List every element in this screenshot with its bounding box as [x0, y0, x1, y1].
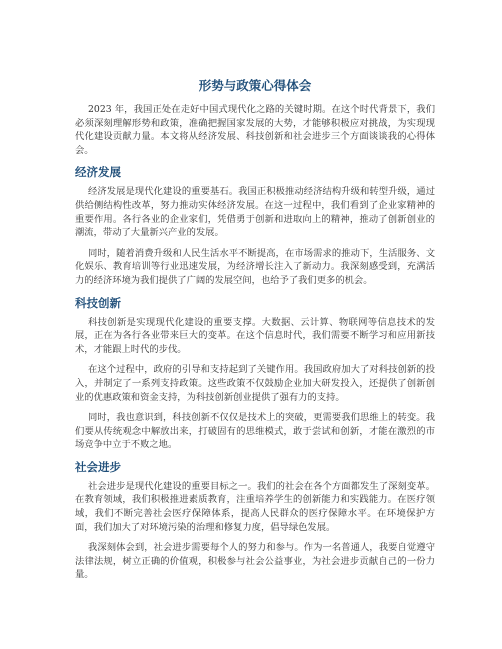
- technology-paragraph-1: 科技创新是实现现代化建设的重要支撑。大数据、云计算、物联网等信息技术的发展，正在为各行各业带来巨大的变革。在这个信息时代，我们需要不断学习和应用新技术，才能跟上时代的步伐。: [75, 316, 435, 355]
- society-paragraph-2: 我深刻体会到，社会进步需要每个人的努力和参与。作为一名普通人，我要自觉遵守法律法规，树立正确的价值观，积极参与社会公益事业，为社会进步贡献自己的一份力量。: [75, 542, 435, 581]
- economy-paragraph-2: 同时，随着消费升级和人民生活水平不断提高，在市场需求的推动下，生活服务、文化娱乐、教育培训等行业迅速发展，为经济增长注入了新动力。我深刻感受到，充满活力的经济环境为我们提供了广阔的发展空间，也给予了我们更多的机会。: [75, 247, 435, 286]
- document-title: 形势与政策心得体会: [198, 78, 312, 93]
- section-heading-technology: 科技创新: [75, 295, 121, 310]
- economy-paragraph-1: 经济发展是现代化建设的重要基石。我国正积极推动经济结构升级和转型升级，通过供给侧结构性改革，努力推动实体经济发展。在这一过程中，我们看到了企业家精神的重要作用。各行各业的企业家们，凭借勇于创新和进取向上的精神，推动了创新创业的潮流，带动了大量新兴产业的发展。: [75, 186, 435, 239]
- technology-paragraph-3: 同时，我也意识到，科技创新不仅仅是技术上的突破，更需要我们思维上的转变。我们要从传统观念中解放出来，打破固有的思维模式，敢于尝试和创新，才能在激烈的市场竞争中立于不败之地。: [75, 412, 435, 451]
- society-paragraph-1: 社会进步是现代化建设的重要目标之一。我们的社会在各个方面都发生了深刻变革。在教育领域，我们积极推进素质教育，注重培养学生的创新能力和实践能力。在医疗领域，我们不断完善社会医疗保障体系，提高人民群众的医疗保障水平。在环境保护方面，我们加大了对环境污染的治理和修复力度，倡导绿色发展。: [75, 480, 435, 533]
- technology-paragraph-2: 在这个过程中，政府的引导和支持起到了关键作用。我国政府加大了对科技创新的投入，并制定了一系列支持政策。这些政策不仅鼓励企业加大研发投入，还提供了创新创业的优惠政策和资金支持，为科技创新创业提供了强有力的支持。: [75, 364, 435, 403]
- section-heading-economy: 经济发展: [75, 165, 121, 180]
- intro-paragraph: 2023 年，我国正处在走好中国式现代化之路的关键时期。在这个时代背景下，我们必须深刻理解形势和政策，准确把握国家发展的大势，才能够积极应对挑战，为实现现代化建设贡献力量。本文将从经济发展、科技创新和社会进步三个方面谈谈我的心得体会。: [75, 104, 435, 156]
- section-heading-society: 社会进步: [75, 459, 121, 474]
- document-page: [75, 78, 435, 589]
